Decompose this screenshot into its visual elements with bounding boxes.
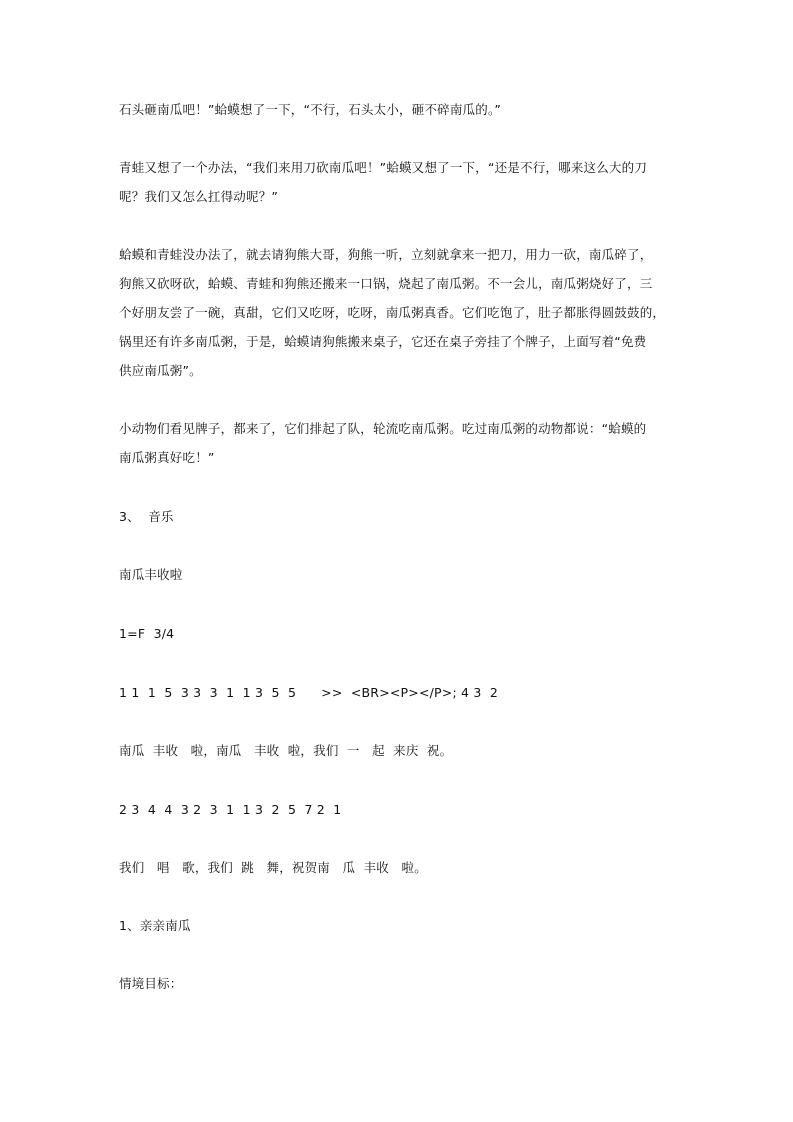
paragraph-line: 锅里还有许多南瓜粥，于是，蛤蟆请狗熊搬来桌子，它还在桌子旁挂了个牌子，上面写着“免费 xyxy=(119,334,647,349)
paragraph-line: 个好朋友尝了一碗，真甜，它们又吃呀，吃呀，南瓜粥真香。它们吃饱了，肚子都胀得圆鼓鼓的， xyxy=(119,305,666,320)
paragraph-line: 青蛙又想了一个办法，“我们来用刀砍南瓜吧！”蛤蟆又想了一下，“还是不行，哪来这么大的刀 xyxy=(119,160,648,175)
situation-goal-label: 情境目标： xyxy=(119,976,183,991)
paragraph-line: 供应南瓜粥”。 xyxy=(119,363,202,378)
paragraph-line: 小动物们看见牌子，都来了，它们排起了队，轮流吃南瓜粥。吃过南瓜粥的动物都说：“蛤蟆的 xyxy=(119,421,647,436)
lyrics-line: 我们 唱 歌，我们 跳 舞，祝贺南 瓜 丰收 啦。 xyxy=(119,860,427,875)
music-notation-line: 2 3 4 4 3 2 3 1 1 3 2 5 7 2 1 xyxy=(119,802,342,817)
paragraph-line: 石头砸南瓜吧！”蛤蟆想了一下，“不行，石头太小，砸不碎南瓜的。” xyxy=(119,102,502,117)
music-notation-line: 1 1 1 5 3 3 3 1 1 3 5 5 >> <BR><P></P>; 4 3 2 xyxy=(119,685,499,700)
song-title: 南瓜丰收啦 xyxy=(119,567,183,582)
section-heading-kiss-pumpkin: 1、亲亲南瓜 xyxy=(119,918,191,933)
paragraph-line: 狗熊又砍呀砍，蛤蟆、青蛙和狗熊还搬来一口锅，烧起了南瓜粥。不一会儿，南瓜粥烧好了，三 xyxy=(119,276,653,291)
paragraph-line: 呢？我们又怎么扛得动呢？” xyxy=(119,189,279,204)
lyrics-line: 南瓜 丰收 啦，南瓜 丰收 啦，我们 一 起 来庆 祝。 xyxy=(119,743,453,758)
section-heading-music: 3、 音乐 xyxy=(119,509,174,524)
paragraph-line: 南瓜粥真好吃！” xyxy=(119,450,215,465)
paragraph-line: 蛤蟆和青蛙没办法了，就去请狗熊大哥，狗熊一听，立刻就拿来一把刀，用力一砍，南瓜碎了， xyxy=(119,247,653,262)
key-signature: 1=F 3/4 xyxy=(119,626,175,641)
